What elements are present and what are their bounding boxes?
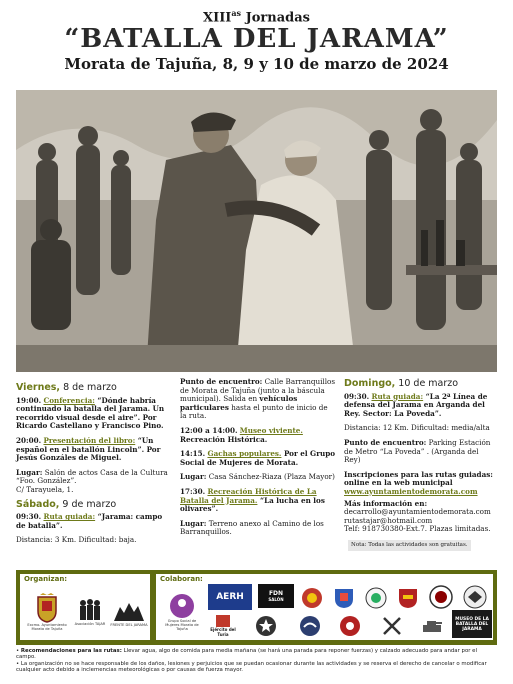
email-link-1[interactable]: decarrollo@ayuntamientodemorata.com: [344, 507, 491, 517]
logo-frente-jarama: FRENTE DEL JARAMA: [110, 586, 148, 638]
friday-event-1: 19:00. Conferencia: “Dónde habría continuado la batalla del Jarama. Un recorrido visual desde el aire”. Por Ricardo Castellano y Francisco Pino.: [16, 395, 165, 431]
shield-icon: [397, 587, 419, 609]
email-link-2[interactable]: rutastajar@hotmail.com: [344, 515, 433, 525]
logo-badge-2: [332, 586, 356, 610]
logo-badge-9: [336, 614, 364, 638]
logo-badge-11: [418, 614, 446, 638]
logo-badge-7: [252, 614, 280, 638]
logo-badge-4: [396, 586, 420, 610]
footer-notes: [16, 648, 497, 674]
historic-photo: [16, 90, 497, 372]
saturday-event-3: 14:15. Gachas populares. Por el Grupo Social de Mujeres de Morata.: [180, 449, 336, 467]
collaborators-label: Colaboran:: [160, 575, 203, 583]
emblem-icon: [365, 587, 387, 609]
contact-info: Más información en: decarrollo@ayuntamientodemorata.com rutastajar@hotmail.com Telf: 918730380-Ext.7. Plazas limitadas.: [344, 498, 491, 534]
saturday-event-4-place: Lugar: Terreno anexo al Camino de los Barranquillos.: [180, 518, 324, 537]
note-badge: Nota: Todas las actividades son gratuitas.: [348, 540, 471, 551]
logo-badge-6: [458, 584, 492, 610]
logo-badge-8: [296, 614, 324, 638]
logo-fdn: FDN SALÓN: [258, 584, 294, 608]
women-group-icon: [169, 593, 195, 619]
program-column-2: [180, 378, 336, 543]
sponsor-band: [16, 570, 497, 645]
logo-badge-5: [428, 584, 454, 610]
sunday-event-1: 09:30. Ruta guiada: “La 2ª Línea de defensa del Jarama en Arganda del Rey. Sector: La Poveda”.: [344, 391, 488, 418]
saturday-event-1: 09:30. Ruta guiada: “Jarama: campo de batalla”.: [16, 512, 163, 530]
logo-badge-1: [300, 586, 324, 610]
logo-ejercito-turia: Ejército del Turia: [208, 614, 238, 638]
badge-icon: [301, 587, 323, 609]
poster-title: “BATALLA DEL JARAMA”: [64, 24, 449, 55]
logo-badge-3: [364, 586, 388, 610]
collaborators-box: [156, 574, 493, 640]
logo-ayuntamiento: Excmo. Ayuntamiento Morata de Tajuña: [26, 586, 68, 638]
logo-aerh: AERH: [208, 584, 252, 610]
coat-of-arms-icon: [36, 593, 58, 623]
saturday-event-1-distance: Distancia: 3 Km. Dificultad: baja.: [16, 535, 137, 545]
footer-recommendations: • Recomendaciones para las rutas: Llevar agua, algo de comida para media mañana (se hará una parada para reponer fuerzas) y calzado adecuado para andar por el campo.: [16, 648, 477, 661]
saturday-event-2: 12:00 a 14:00. Museo viviente. Recreación Histórica.: [180, 425, 303, 444]
sunday-event-1-distance: Distancia: 12 Km. Dificultad: media/alta: [344, 423, 490, 433]
program-column-3: [344, 378, 497, 551]
saturday-meeting-point: Punto de encuentro: Calle Barranquillos de Morata de Tajuña (junto a la báscula municipal). Salida en vehículos particulares hasta el punto de inicio de la ruta.: [180, 377, 336, 421]
day-heading-friday: Viernes, 8 de marzo: [16, 382, 117, 393]
logo-tajar: Asociación TAJAR: [72, 586, 108, 638]
edition-line: $XIII^{as}$ Jornadas: [203, 8, 310, 26]
sunday-meeting-point: Punto de encuentro: Parking Estación de Metro “La Poveda” . (Arganda del Rey): [344, 437, 491, 465]
battle-scene-icon: [114, 597, 144, 623]
program: [16, 378, 497, 568]
signup-info: Inscripciones para las rutas guiadas: online en la web municipal www.ayuntamientodemorata.com: [344, 469, 493, 496]
logo-badge-10: [378, 614, 406, 638]
logo-museo: MUSEO DE LA BATALLA DEL JARAMA: [452, 610, 492, 638]
round-seal-icon: [429, 585, 453, 609]
website-link[interactable]: www.ayuntamientodemorata.com: [344, 486, 478, 496]
red-shield-icon: [216, 615, 230, 627]
program-column-1: [16, 378, 172, 551]
poster-header: [0, 6, 513, 73]
free-note: [344, 540, 497, 551]
logo-mujeres: Grupo Social de Mujeres Morata de Tajuña: [162, 586, 202, 638]
friday-event-2: 20:00. Presentación del libro: “Un español en el batallón Lincoln”. Por Jesús Gonzáles de Miguel.: [16, 435, 161, 463]
saturday-event-3-place: Lugar: Casa Sánchez-Riaza (Plaza Mayor): [180, 472, 335, 482]
eagle-seal-icon: [463, 585, 487, 609]
tank-icon: [421, 615, 443, 637]
crest-icon: [333, 587, 355, 609]
friday-event-2-place: Lugar: Salón de actos Casa de la Cultura “Foo. González”. C/ Tarayuela, 1.: [16, 467, 168, 494]
day-heading-sunday: Domingo, 10 de marzo: [344, 378, 459, 389]
bird-badge-icon: [299, 615, 321, 637]
day-heading-saturday: Sábado, 9 de marzo: [16, 498, 117, 510]
saturday-event-4: 17:30. Recreación Histórica de La Batalla del Jarama. “La lucha en los olivares”.: [180, 486, 325, 514]
soldiers-icon: [77, 598, 103, 622]
organizers-label: Organizan:: [24, 575, 68, 583]
event-dates: Morata de Tajuña, 8, 9 y 10 de marzo de 2024: [64, 55, 449, 74]
medal-icon: [339, 615, 361, 637]
star-badge-icon: [255, 615, 277, 637]
organizers-box: [20, 574, 150, 640]
crossed-arms-icon: [381, 615, 403, 637]
photo-scene: [16, 90, 497, 372]
footer-disclaimer: • La organización no se hace responsable de los daños, lesiones y perjuicios que se puedan ocasionar durante las actividades y se reserva el derecho de cancelar o modificar cualquier acto debido a inclemencias meteorológicas o por causas de fuerza mayor.: [16, 660, 487, 674]
